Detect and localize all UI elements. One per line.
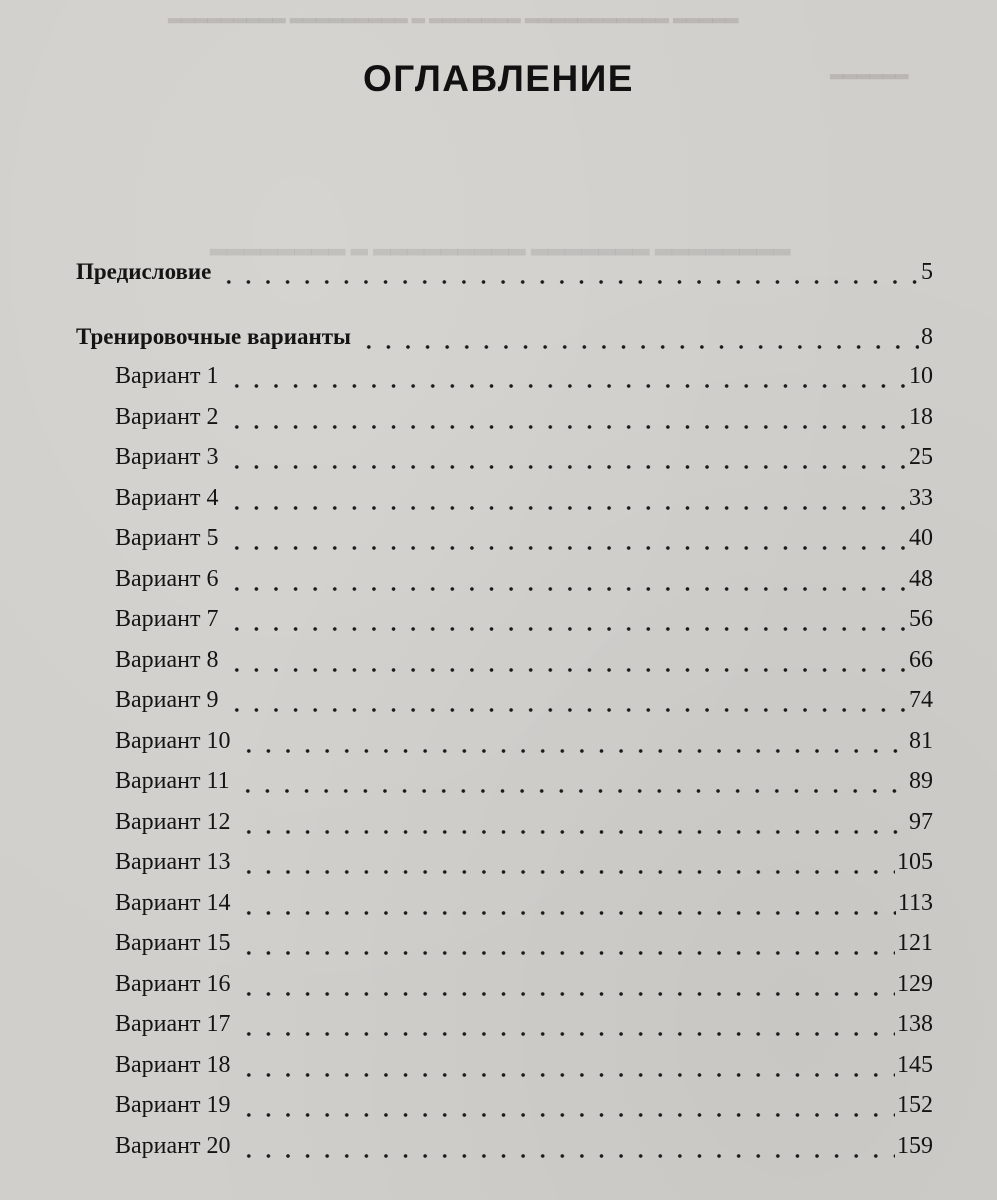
- toc-entry-title: Вариант 14: [115, 890, 231, 916]
- dot-leader: [239, 848, 896, 876]
- toc-entry-title: Вариант 20: [115, 1133, 231, 1159]
- dot-leader: [227, 362, 908, 390]
- toc-entry-title: Вариант 13: [115, 849, 231, 875]
- dot-leader: [239, 889, 896, 917]
- toc-entry-title: Вариант 2: [115, 404, 219, 430]
- toc-variant-entry: [0, 877, 933, 917]
- toc-entry-title: Вариант 7: [115, 606, 219, 632]
- toc-entry-page-number: 121: [897, 930, 933, 956]
- toc-variant-entry: [0, 391, 933, 431]
- dot-leader: [227, 443, 908, 471]
- toc-entry-title: Вариант 12: [115, 809, 231, 835]
- toc-variant-entry: [0, 512, 933, 552]
- toc-variant-entry: [0, 715, 933, 755]
- toc-entry-title: Вариант 11: [115, 768, 230, 794]
- toc-variant-entry: [0, 796, 933, 836]
- toc-variant-entry: [0, 836, 933, 876]
- toc-entry-page-number: 138: [897, 1011, 933, 1037]
- dot-leader: [239, 1132, 896, 1160]
- dot-leader: [219, 258, 919, 286]
- toc-entry-title: Вариант 18: [115, 1052, 231, 1078]
- toc-entry-title: Вариант 10: [115, 728, 231, 754]
- toc-entry-title: Вариант 15: [115, 930, 231, 956]
- toc-variant-entry: [0, 1079, 933, 1119]
- toc-entry-page-number: 25: [909, 444, 933, 470]
- toc-entry-title: Тренировочные варианты: [76, 324, 351, 349]
- dot-leader: [227, 605, 908, 633]
- page-title: ОГЛАВЛЕНИЕ: [363, 58, 634, 99]
- dot-leader: [239, 727, 908, 755]
- toc-variant-entry: [0, 472, 933, 512]
- toc-entry-title: Вариант 3: [115, 444, 219, 470]
- toc-entry-page-number: 40: [909, 525, 933, 551]
- toc-entry-title: Вариант 16: [115, 971, 231, 997]
- toc-entry-page-number: 10: [909, 363, 933, 389]
- toc-entry-page-number: 18: [909, 404, 933, 430]
- toc-entry-page-number: 81: [909, 728, 933, 754]
- toc-entry-page-number: 5: [921, 259, 933, 285]
- toc-variant-entry: [0, 1120, 933, 1160]
- toc-entry-title: Вариант 1: [115, 363, 219, 389]
- toc-entry-page-number: 152: [897, 1092, 933, 1118]
- toc-entry-title: Вариант 9: [115, 687, 219, 713]
- dot-leader: [239, 1010, 896, 1038]
- toc-section-entry: [0, 311, 933, 351]
- toc-entry-page-number: 159: [897, 1133, 933, 1159]
- toc-variant-entry: [0, 431, 933, 471]
- toc-entry-page-number: 8: [921, 324, 933, 350]
- toc-entry-title: Предисловие: [76, 259, 212, 284]
- toc-entry-page-number: 66: [909, 647, 933, 673]
- toc-entry-page-number: 89: [909, 768, 933, 794]
- dot-leader: [239, 1051, 896, 1079]
- toc-variant-entry: [0, 674, 933, 714]
- toc-entry-title: Вариант 8: [115, 647, 219, 673]
- toc-variant-entry: [0, 553, 933, 593]
- dot-leader: [227, 524, 908, 552]
- toc-entry-page-number: 105: [897, 849, 933, 875]
- toc-entry-page-number: 74: [909, 687, 933, 713]
- toc-variant-entry: [0, 350, 933, 390]
- dot-leader: [238, 767, 907, 795]
- toc-variant-entry: [0, 634, 933, 674]
- toc-variant-entry: [0, 593, 933, 633]
- toc-variant-entry: [0, 917, 933, 957]
- dot-leader: [227, 484, 908, 512]
- toc-variant-entry: [0, 1039, 933, 1079]
- toc-variant-entry: [0, 755, 933, 795]
- dot-leader: [239, 929, 896, 957]
- dot-leader: [239, 808, 908, 836]
- bleed-through-text: ▂▂▂▂▂▂▂▂ ▂▂▂▂▂▂▂ ▂▂▂▂▂▂▂▂▂ ▂ ▂▂▂▂▂▂▂▂: [210, 230, 791, 255]
- toc-entry-page-number: 145: [897, 1052, 933, 1078]
- toc-section-entry: [0, 246, 933, 286]
- toc-entry-title: Вариант 6: [115, 566, 219, 592]
- toc-entry-page-number: 33: [909, 485, 933, 511]
- toc-entry-page-number: 113: [897, 890, 933, 916]
- dot-leader: [239, 1091, 896, 1119]
- dot-leader: [227, 646, 908, 674]
- toc-entry-title: Вариант 19: [115, 1092, 231, 1118]
- toc-entry-page-number: 56: [909, 606, 933, 632]
- toc-variant-entry: [0, 998, 933, 1038]
- dot-leader: [227, 403, 908, 431]
- dot-leader: [227, 565, 908, 593]
- toc-entry-title: Вариант 5: [115, 525, 219, 551]
- toc-entry-page-number: 97: [909, 809, 933, 835]
- dot-leader: [359, 323, 919, 351]
- toc-entry-title: Вариант 4: [115, 485, 219, 511]
- toc-variant-entry: [0, 958, 933, 998]
- bleed-through-text: ▂▂▂▂▂ ▂▂▂▂▂▂▂▂▂▂▂ ▂▂▂▂▂▂▂ ▂ ▂▂▂▂▂▂▂▂▂ ▂▂▂▂▂▂▂▂▂: [168, 4, 739, 23]
- toc-entry-page-number: 129: [897, 971, 933, 997]
- dot-leader: [239, 970, 896, 998]
- toc-entry-page-number: 48: [909, 566, 933, 592]
- bleed-through-text: ▂▂▂▂▂▂: [830, 60, 909, 79]
- toc-entry-title: Вариант 17: [115, 1011, 231, 1037]
- dot-leader: [227, 686, 908, 714]
